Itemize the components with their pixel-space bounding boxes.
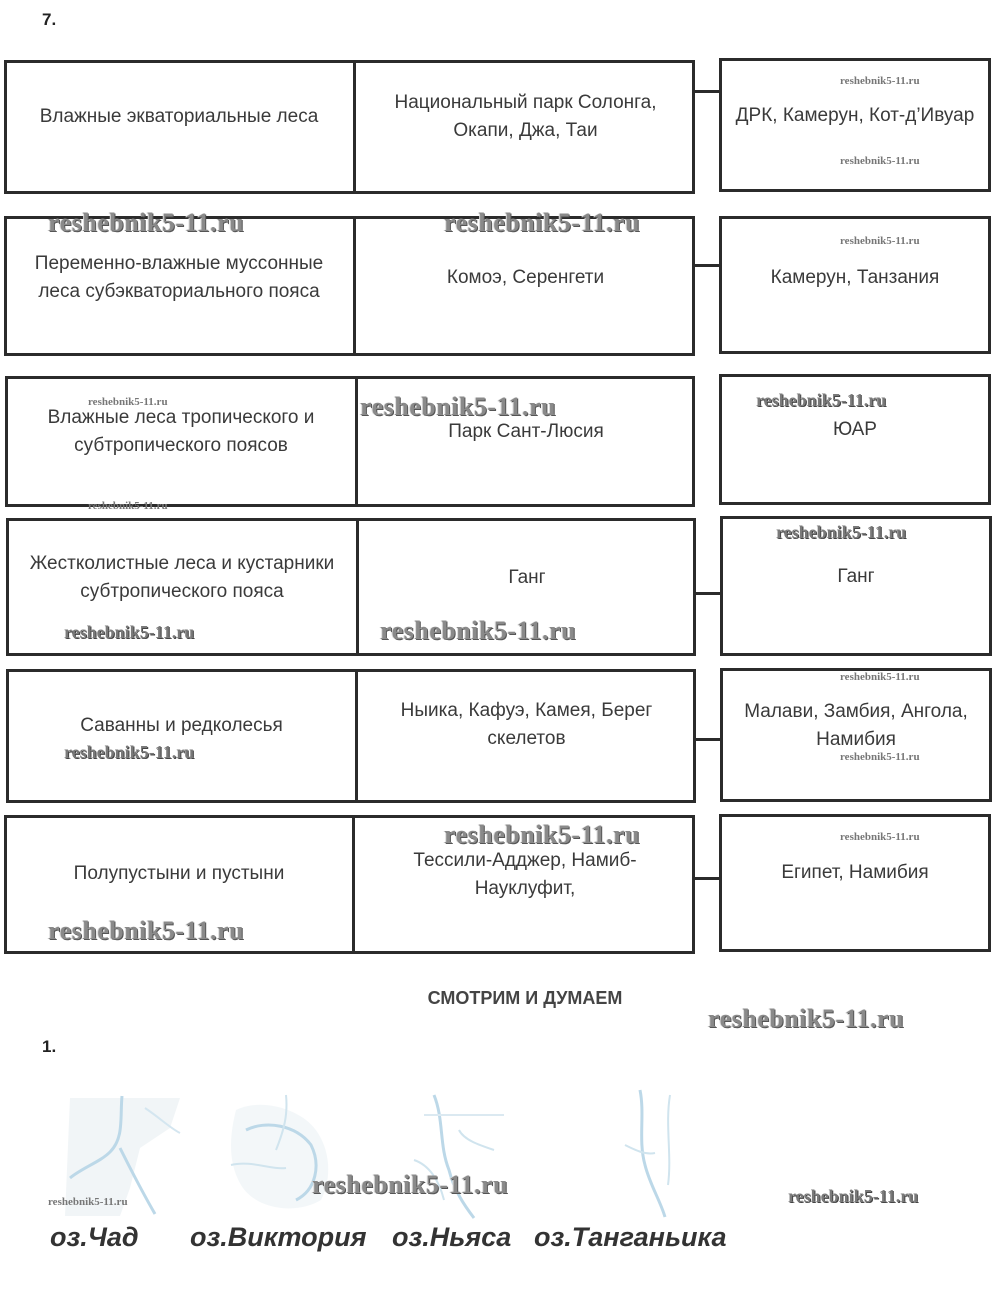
connector-1 <box>693 90 721 93</box>
watermark: reshebnik5-11.ru <box>840 671 920 683</box>
watermark: reshebnik5-11.ru <box>88 500 168 512</box>
lake-victoria-map <box>226 1090 346 1220</box>
zone-cell-4: Жестколистные леса и кустарники субтропического пояса <box>29 553 335 602</box>
watermark: reshebnik5-11.ru <box>312 1170 509 1199</box>
parks-cell-4: Ганг <box>508 567 546 588</box>
zone-cell-5: Саванны и редколесья <box>80 715 283 736</box>
parks-cell-2: Комоэ, Серенгети <box>446 267 605 288</box>
lake-label-tanganyika: оз.Танганьика <box>534 1222 727 1252</box>
connector-4 <box>694 592 722 595</box>
watermark: reshebnik5-11.ru <box>64 622 195 642</box>
country-cell-5: Малави, Замбия, Ангола, Намибия <box>744 701 968 750</box>
lake-label-nyasa: оз.Ньяса <box>392 1222 512 1252</box>
country-cell-3: ЮАР <box>833 419 877 440</box>
country-cell-1: ДРК, Камерун, Кот-д’Ивуар <box>735 105 975 126</box>
watermark: reshebnik5-11.ru <box>444 208 641 237</box>
watermark: reshebnik5-11.ru <box>380 616 577 645</box>
watermark: reshebnik5-11.ru <box>48 1196 128 1208</box>
lake-label-chad: оз.Чад <box>50 1222 139 1252</box>
watermark: reshebnik5-11.ru <box>840 831 920 843</box>
watermark: reshebnik5-11.ru <box>840 75 920 87</box>
parks-cell-1: Национальный парк Солонга, Окапи, Джа, Таи <box>394 92 657 141</box>
country-cell-6: Египет, Намибия <box>781 862 929 883</box>
country-cell-4: Ганг <box>837 566 875 587</box>
watermark: reshebnik5-11.ru <box>444 820 641 849</box>
watermark: reshebnik5-11.ru <box>840 235 920 247</box>
country-cell-2: Камерун, Танзания <box>770 267 940 288</box>
zone-cell-6: Полупустыни и пустыни <box>73 863 285 884</box>
zone-cell-3: Влажные леса тропического и субтропического поясов <box>47 407 315 456</box>
connector-2 <box>693 264 721 267</box>
watermark: reshebnik5-11.ru <box>64 742 195 762</box>
connector-5 <box>694 738 722 741</box>
watermark: reshebnik5-11.ru <box>756 390 887 410</box>
watermark: reshebnik5-11.ru <box>88 396 168 408</box>
lake-label-victoria: оз.Виктория <box>190 1222 367 1252</box>
watermark: reshebnik5-11.ru <box>48 916 245 945</box>
watermark: reshebnik5-11.ru <box>708 1004 905 1033</box>
watermark: reshebnik5-11.ru <box>776 522 907 542</box>
task-7-number: 7. <box>42 10 57 29</box>
parks-cell-3: Парк Сант-Люсия <box>448 421 604 442</box>
task-1-number: 1. <box>42 1037 57 1056</box>
watermark: reshebnik5-11.ru <box>48 208 245 237</box>
parks-cell-6: Тессили-Адджер, Намиб-Науклуфит, <box>413 850 637 899</box>
lake-nyasa-map <box>404 1090 514 1220</box>
zone-cell-1: Влажные экваториальные леса <box>39 106 319 127</box>
zone-cell-2: Переменно-влажные муссонные леса субэкваториального пояса <box>34 253 324 302</box>
watermark: reshebnik5-11.ru <box>840 751 920 763</box>
parks-cell-5: Ныика, Кафуэ, Камея, Берег скелетов <box>400 700 653 749</box>
section-title: СМОТРИМ И ДУМАЕМ <box>427 988 623 1008</box>
watermark: reshebnik5-11.ru <box>788 1186 919 1206</box>
lake-tanganyika-map <box>610 1085 700 1220</box>
watermark: reshebnik5-11.ru <box>840 155 920 167</box>
watermark: reshebnik5-11.ru <box>360 392 557 421</box>
connector-6 <box>693 877 721 880</box>
